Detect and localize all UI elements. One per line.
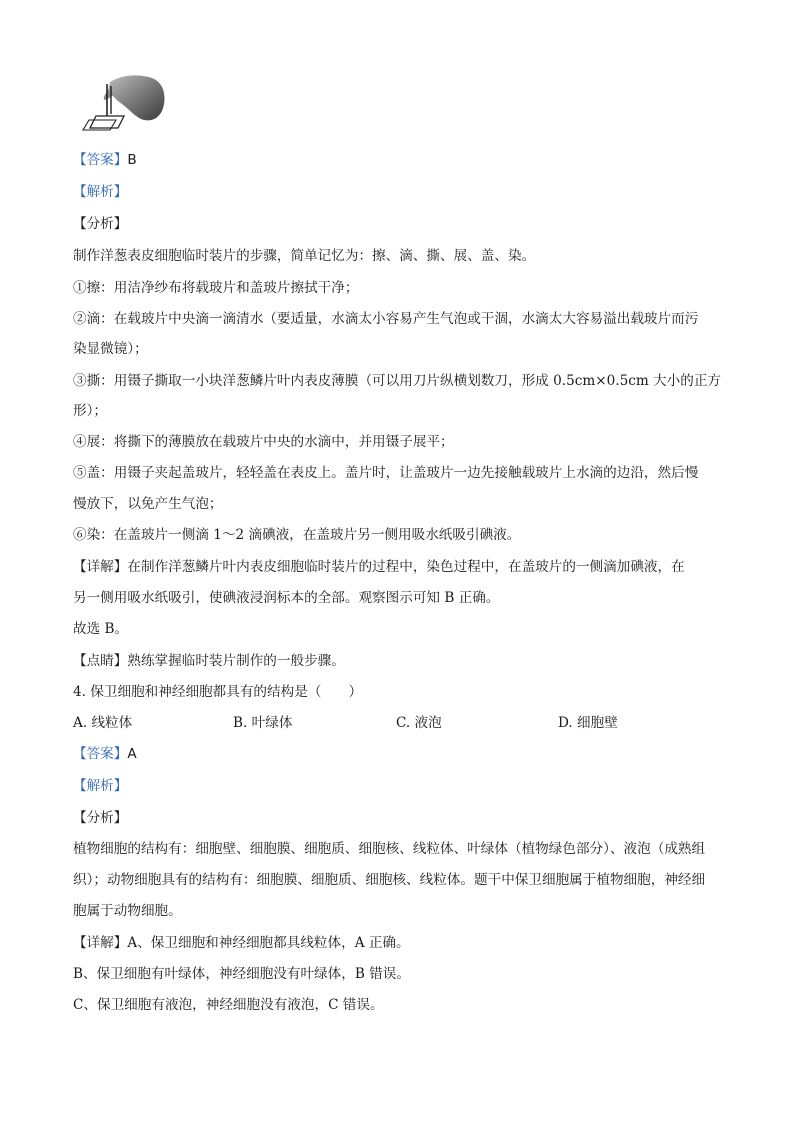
q4-answer-value: A xyxy=(127,746,137,762)
staining-hand-figure xyxy=(78,70,168,132)
q3-answer-line xyxy=(73,150,723,170)
q3-step-drop: ②滴：在载玻片中央滴一滴清水（要适量，水滴太小容易产生气泡或干涸，水滴太大容易溢出载玻片而污 xyxy=(73,311,699,327)
q3-step-cover-cont: 慢放下，以免产生气泡； xyxy=(73,496,223,512)
q3-step-spread: ④展：将撕下的薄膜放在载玻片中央的水滴中，并用镊子展平； xyxy=(73,434,454,450)
q3-step-stain: ⑥染：在盖玻片一侧滴 1～2 滴碘液，在盖玻片另一侧用吸水纸吸引碘液。 xyxy=(73,527,521,543)
comment-tag: 【点睛】 xyxy=(73,653,128,669)
answer-tag: 【答案】 xyxy=(73,152,128,168)
q4-detail-a: A、保卫细胞和神经细胞都具线粒体，A 正确。 xyxy=(127,935,410,951)
q4-analysis-line-2: 织）；动物细胞具有的结构有：细胞膜、细胞质、细胞核、线粒体。题干中保卫细胞属于植物细胞，神经细 xyxy=(73,872,706,888)
q4-analysis-line-3: 胞属于动物细胞。 xyxy=(73,903,182,919)
q3-step-drop-cont: 染显微镜）； xyxy=(73,341,148,357)
q4-analysis-line-1: 植物细胞的结构有：细胞壁、细胞膜、细胞质、细胞核、线粒体、叶绿体（植物绿色部分）、液泡（成熟组 xyxy=(73,841,706,857)
q3-step-tear: ③撕：用镊子撕取一小块洋葱鳞片叶内表皮薄膜（可以用刀片纵横划数刀，形成 0.5cm×0.5cm 大小的正方 xyxy=(73,373,722,389)
q4-detail-b: B、保卫细胞有叶绿体，神经细胞没有叶绿体，B 错误。 xyxy=(73,966,410,982)
detail-tag: 【详解】 xyxy=(73,559,128,575)
q3-fenxi-tag: 【分析】 xyxy=(73,216,128,232)
q4-option-a: A. 线粒体 xyxy=(73,715,133,731)
q4-option-d: D. 细胞壁 xyxy=(558,715,618,731)
q3-answer-value: B xyxy=(127,152,137,168)
q3-comment-text: 熟练掌握临时装片制作的一般步骤。 xyxy=(127,653,345,669)
q3-detail-line xyxy=(73,557,723,577)
q4-option-b: B. 叶绿体 xyxy=(233,715,293,731)
detail-tag: 【详解】 xyxy=(73,935,128,951)
q3-analysis-line: 制作洋葱表皮细胞临时装片的步骤，简单记忆为：擦、滴、撕、展、盖、染。 xyxy=(73,248,536,264)
q4-options xyxy=(73,713,723,733)
q3-step-tear-cont: 形）； xyxy=(73,403,107,419)
q4-answer-line xyxy=(73,744,723,764)
q4-question: 4. 保卫细胞和神经细胞都具有的结构是（ ） xyxy=(73,684,363,700)
q3-step-cover: ⑤盖：用镊子夹起盖玻片，轻轻盖在表皮上。盖片时，让盖玻片一边先接触载玻片上水滴的边沿，然后慢 xyxy=(73,465,699,481)
q3-detail-line-2: 另一侧用吸水纸吸引，使碘液浸润标本的全部。观察图示可知 B 正确。 xyxy=(73,590,500,606)
q3-step-wipe: ①擦：用洁净纱布将载玻片和盖玻片擦拭干净； xyxy=(73,280,359,296)
q3-conclusion: 故选 B。 xyxy=(73,621,129,637)
answer-tag: 【答案】 xyxy=(73,746,128,762)
q4-detail-line xyxy=(73,933,723,953)
q3-detail-text: 在制作洋葱鳞片叶内表皮细胞临时装片的过程中，染色过程中，在盖玻片的一侧滴加碘液，在 xyxy=(127,559,685,575)
q3-analysis-tag: 【解析】 xyxy=(73,184,128,200)
q4-fenxi-tag: 【分析】 xyxy=(73,810,128,826)
q4-detail-c: C、保卫细胞有液泡，神经细胞没有液泡，C 错误。 xyxy=(73,997,384,1013)
q4-analysis-tag: 【解析】 xyxy=(73,778,128,794)
q4-option-c: C. 液泡 xyxy=(396,715,442,731)
q3-comment-line xyxy=(73,651,723,671)
